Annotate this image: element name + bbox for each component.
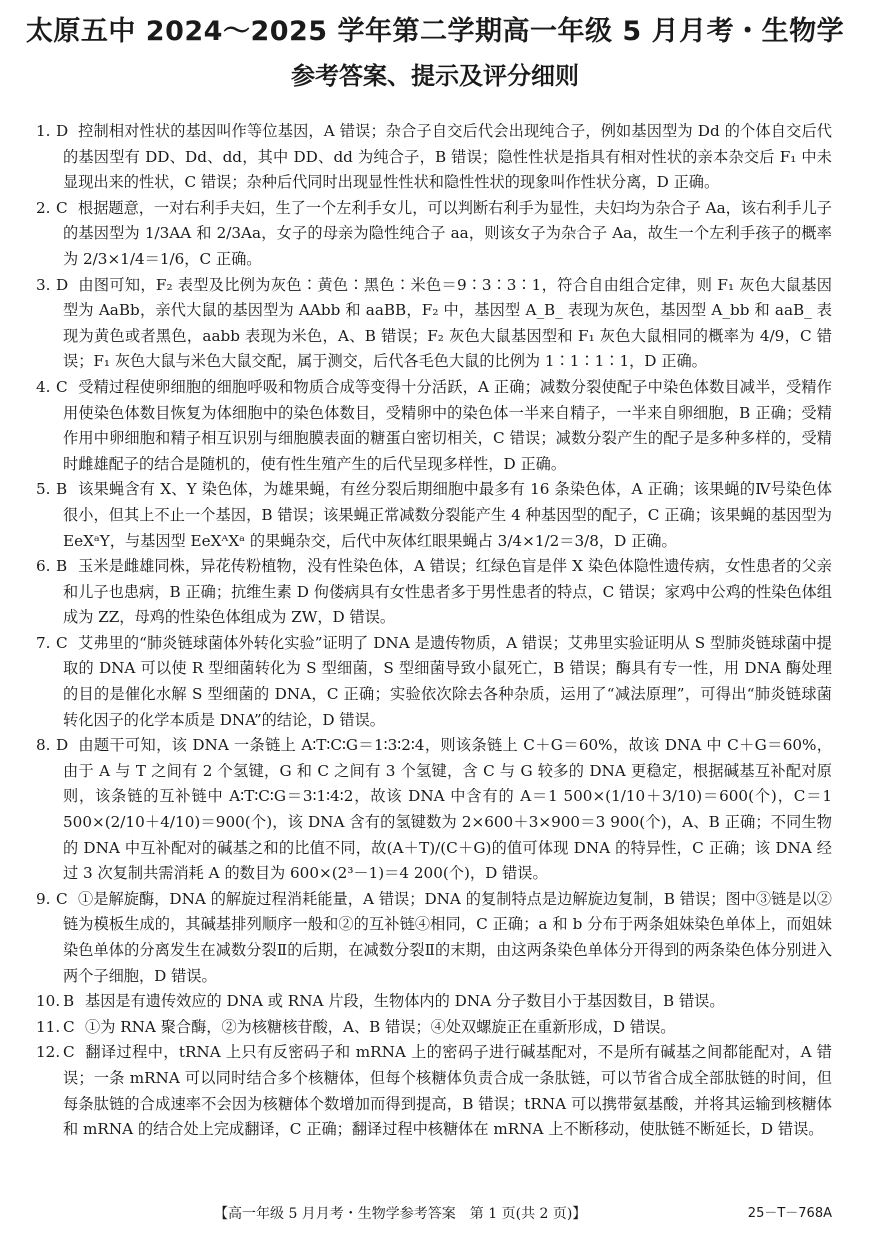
footer-page-info: 【高一年级 5 月月考・生物学参考答案 第 1 页(共 2 页)】: [214, 1206, 587, 1222]
answer-explanation: 玉米是雌雄同株，异花传粉植物，没有性染色体，A 错误；红绿色盲是伴 X 染色体隐性遗传病，女性患者的父亲和儿子也患病，B 正确；抗维生素 D 佝偻病具有女性患者多于男性患者的特点，C 错误；家鸡中公鸡的性染色体组成为 ZZ，母鸡的性染色体组成为 ZW，D 错误。: [63, 557, 832, 627]
answer-explanation: 翻译过程中，tRNA 上只有反密码子和 mRNA 上的密码子进行碱基配对，不是所有碱基之间都能配对，A 错误；一条 mRNA 可以同时结合多个核糖体，但每个核糖体负责合成一条肽链，可以节省合成全部肽链的时间，但每条肽链的合成速率不会因为核糖体个数增加而得到提高，B 错误；tRNA 可以携带氨基酸，并将其运输到核糖体和 mRNA 的结合处上完成翻译，C 正确；翻译过程中核糖体在 mRNA 上不断移动，使肽链不断延长，D 错误。: [63, 1043, 832, 1139]
answer-choice: C: [56, 377, 68, 396]
answer-list: [36, 119, 832, 1143]
answer-choice: C: [63, 1017, 75, 1036]
answer-item-3: [36, 273, 832, 375]
answer-item-6: [36, 554, 832, 631]
answer-choice: B: [56, 480, 68, 499]
answer-item-7: [36, 631, 832, 733]
answer-item-11: [36, 1015, 832, 1041]
answer-item-10: [36, 989, 832, 1015]
answer-explanation: ①为 RNA 聚合酶，②为核糖核苷酸，A、B 错误；④处双螺旋正在重新形成，D 错误。: [85, 1017, 676, 1036]
answer-choice: D: [56, 275, 69, 294]
answer-explanation: 受精过程使卵细胞的细胞呼吸和物质合成等变得十分活跃，A 正确；减数分裂使配子中染色体数目减半，受精作用使染色体数目恢复为体细胞中的染色体数目，受精卵中的染色体一半来自精子，一半来自卵细胞，B 正确；受精作用中卵细胞和精子相互识别与细胞膜表面的糖蛋白密切相关，C 错误；减数分裂产生的配子是多种多样的，受精时雌雄配子的结合是随机的，使有性生殖产生的后代呈现多样性，D 正确。: [63, 377, 832, 473]
answer-explanation: 艾弗里的“肺炎链球菌体外转化实验”证明了 DNA 是遗传物质，A 错误；艾弗里实验证明从 S 型肺炎链球菌中提取的 DNA 可以使 R 型细菌转化为 S 型细菌，S 型细菌导致小鼠死亡，B 错误；酶具有专一性，用 DNA 酶处理的目的是催化水解 S 型细菌的 DNA，C 正确；实验依次除去各种杂质，运用了“减法原理”，可得出“肺炎链球菌转化因子的化学本质是 DNA”的结论，D 错误。: [63, 633, 832, 729]
answer-number: 7.: [36, 633, 51, 652]
answer-choice: D: [56, 122, 69, 140]
answer-choice: D: [56, 736, 69, 755]
answer-number: 10.: [36, 992, 61, 1011]
answer-number: 3.: [36, 275, 51, 294]
answer-choice: C: [56, 633, 68, 652]
answer-explanation: 基因是有遗传效应的 DNA 或 RNA 片段，生物体内的 DNA 分子数目小于基因数目，B 错误。: [85, 992, 725, 1011]
answer-number: 2.: [36, 198, 51, 217]
answer-explanation: 控制相对性状的基因叫作等位基因，A 错误；杂合子自交后代会出现纯合子，例如基因型为 Dd 的个体自交后代的基因型有 DD、Dd、dd，其中 DD、dd 为纯合子，B 错误；隐性性状是指具有相对性状的亲本杂交后 F₁ 中未显现出来的性状，C 错误；杂种后代同时出现显性性状和隐性性状的现象叫作性状分离，D 正确。: [63, 122, 832, 192]
answer-number: 8.: [36, 736, 51, 755]
answer-explanation: 由题干可知，该 DNA 一条链上 A∶T∶C∶G＝1∶3∶2∶4，则该条链上 C＋G＝60%，故该 DNA 中 C＋G＝60%，由于 A 与 T 之间有 2 个氢键，G 和 C 之间有 3 个氢键，含 C 与 G 较多的 DNA 更稳定，根据碱基互补配对原则，该条链的互补链中 A∶T∶C∶G＝3∶1∶4∶2，故该 DNA 中含有的 A＝1 500×(1/10＋3/10)＝600(个)，C＝1 500×(2/10＋4/10)＝900(个)，该 DNA 含有的氢键数为 2×600＋3×900＝3 900(个)，A、B 正确；不同生物的 DNA 中互补配对的碱基之和的比值不同，故(A＋T)/(C＋G)的值可体现 DNA 的特异性，C 正确；该 DNA 经过 3 次复制共需消耗 A 的数目为 600×(2³－1)＝4 200(个)，D 错误。: [63, 736, 832, 883]
page-title: 太原五中 2024～2025 学年第二学期高一年级 5 月月考・生物学: [25, 16, 845, 47]
answer-explanation: ①是解旋酶，DNA 的解旋过程消耗能量，A 错误；DNA 的复制特点是边解旋边复制，B 错误；图中③链是以②链为模板生成的，其碱基排列顺序一般和②的互补链④相同，C 正确；a 和 b 分布于两条姐妹染色单体上，而姐妹染色单体的分离发生在减数分裂Ⅱ的后期，在减数分裂Ⅱ的末期，由这两条染色单体分开得到的两条染色体分别进入两个子细胞，D 错误。: [63, 889, 832, 985]
answer-choice: C: [56, 889, 68, 908]
answer-number: 1.: [36, 122, 51, 140]
answer-item-8: [36, 733, 832, 887]
answer-item-1: [36, 119, 832, 196]
answer-choice: C: [56, 198, 68, 217]
answer-item-12: [36, 1040, 832, 1142]
answer-choice: C: [63, 1043, 75, 1062]
answer-item-4: [36, 375, 832, 477]
answer-choice: B: [56, 557, 68, 576]
answer-explanation: 该果蝇含有 X、Y 染色体，为雄果蝇，有丝分裂后期细胞中最多有 16 条染色体，A 正确；该果蝇的Ⅳ号染色体很小，但其上不止一个基因，B 错误；该果蝇正常减数分裂能产生 4 种基因型的配子，C 正确；该果蝇的基因型为 EeXᵃY，与基因型 EeXᴬXᵃ 的果蝇杂交，后代中灰体红眼果蝇占 3/4×1/2＝3/8，D 正确。: [63, 480, 832, 550]
answer-item-2: [36, 196, 832, 273]
answer-explanation: 由图可知，F₂ 表型及比例为灰色∶黄色∶黑色∶米色＝9∶3∶3∶1，符合自由组合定律，则 F₁ 灰色大鼠基因型为 AaBb，亲代大鼠的基因型为 AAbb 和 aaBB，F₂ 中，基因型 A_B_ 表现为灰色，基因型 A_bb 和 aaB_ 表现为黄色或者黑色，aabb 表现为米色，A、B 错误；F₂ 灰色大鼠基因型和 F₁ 灰色大鼠相同的概率为 4/9，C 错误；F₁ 灰色大鼠与米色大鼠交配，属于测交，后代各毛色大鼠的比例为 1∶1∶1∶1，D 正确。: [63, 275, 832, 371]
answer-item-9: [36, 887, 832, 989]
page-subtitle: 参考答案、提示及评分细则: [291, 62, 579, 90]
answer-number: 12.: [36, 1043, 61, 1062]
answer-choice: B: [63, 992, 75, 1011]
answer-number: 4.: [36, 377, 51, 396]
answer-number: 11.: [36, 1017, 61, 1036]
answer-item-5: [36, 477, 832, 554]
answer-number: 9.: [36, 889, 51, 908]
answer-number: 5.: [36, 480, 51, 499]
answer-explanation: 根据题意，一对右利手夫妇，生了一个左利手女儿，可以判断右利手为显性，夫妇均为杂合子 Aa，该右利手儿子的基因型为 1/3AA 和 2/3Aa，女子的母亲为隐性纯合子 aa，则该女子为杂合子 Aa，故生一个左利手孩子的概率为 2/3×1/4＝1/6，C 正确。: [63, 198, 832, 268]
answer-number: 6.: [36, 557, 51, 576]
footer-doc-code: 25－T－768A: [747, 1206, 832, 1221]
